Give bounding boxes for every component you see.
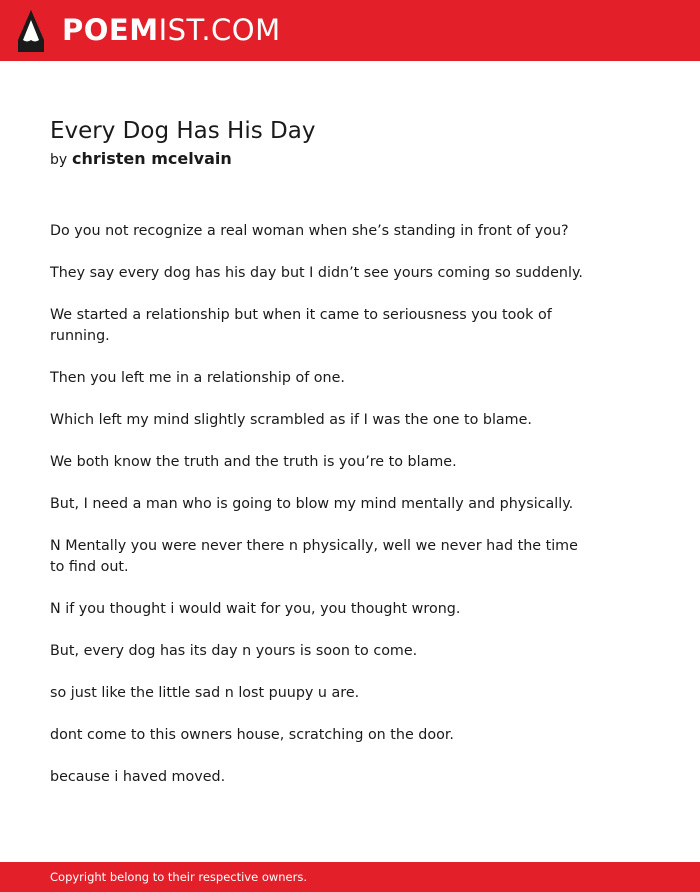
poem-line: Which left my mind slightly scrambled as if I was the one to blame. — [50, 412, 532, 428]
poem-line: But, every dog has its day n yours is soon to come. — [50, 643, 418, 659]
poem-line: Then you left me in a relationship of one. — [50, 370, 345, 386]
poem-title: Every Dog Has His Day — [50, 118, 316, 144]
poem-byline — [50, 148, 590, 171]
copyright-text: Copyright belong to their respective owners. — [50, 870, 308, 884]
poem-line: Do you not recognize a real woman when she’s standing in front of you? — [50, 223, 569, 239]
site-footer — [0, 862, 700, 892]
logo-brand-bold: POEM — [62, 13, 159, 47]
poem-line: They say every dog has his day but I didn’t see yours coming so suddenly. — [50, 265, 583, 281]
poem-line: because i haved moved. — [50, 769, 226, 785]
poem-line: We both know the truth and the truth is you’re to blame. — [50, 454, 457, 470]
poem-line: so just like the little sad n lost puupy u are. — [50, 685, 360, 701]
poem-line: But, I need a man who is going to blow my mind mentally and physically. — [50, 496, 574, 512]
pencil-tip-icon[interactable] — [18, 10, 44, 52]
logo-brand-light: IST.COM — [158, 13, 281, 47]
poem-line: dont come to this owners house, scratching on the door. — [50, 727, 454, 743]
site-header — [0, 0, 700, 61]
byline-prefix: by — [50, 152, 68, 168]
site-logo[interactable] — [62, 12, 281, 48]
poem-body — [50, 221, 590, 788]
poem-line: N if you thought i would wait for you, you thought wrong. — [50, 601, 461, 617]
poem-author: christen mcelvain — [71, 149, 232, 168]
poem-line: We started a relationship but when it came to seriousness you took of running. — [50, 307, 552, 344]
poem-line: N Mentally you were never there n physically, well we never had the time to find out. — [50, 538, 578, 575]
poem-content — [50, 114, 590, 809]
